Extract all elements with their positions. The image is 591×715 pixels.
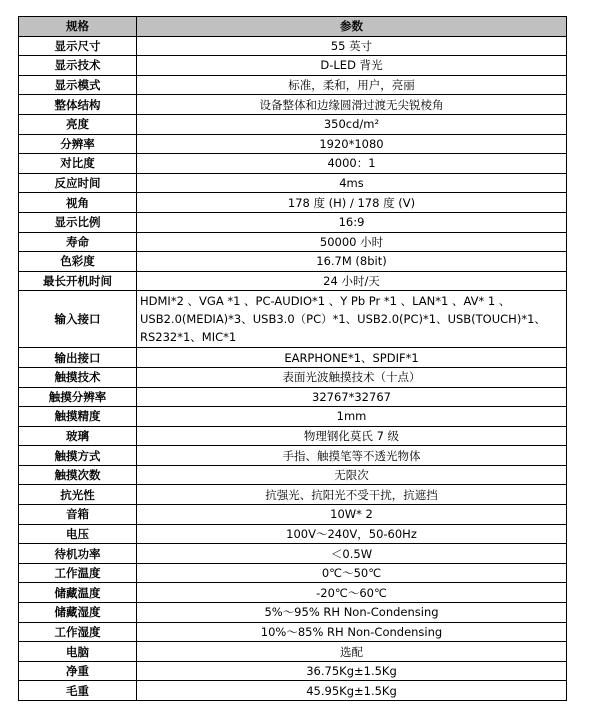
table-row [19, 212, 567, 232]
spec-value: 4000：1 [137, 154, 567, 174]
spec-value: 标准，柔和，用户，亮丽 [137, 75, 567, 95]
table-row [19, 252, 567, 272]
spec-label: 最长开机时间 [19, 271, 137, 291]
spec-label: 电脑 [19, 642, 137, 662]
spec-label: 亮度 [19, 114, 137, 134]
spec-label: 储藏湿度 [19, 603, 137, 623]
spec-label: 待机功率 [19, 544, 137, 564]
spec-value: 1920*1080 [137, 134, 567, 154]
spec-label: 工作湿度 [19, 622, 137, 642]
spec-label: 色彩度 [19, 252, 137, 272]
spec-label: 输入接口 [19, 291, 137, 348]
table-row [19, 75, 567, 95]
table-row [19, 485, 567, 505]
spec-value: 350cd/m² [137, 114, 567, 134]
spec-label: 音箱 [19, 505, 137, 525]
spec-label: 输出接口 [19, 348, 137, 368]
spec-value: 物理钢化莫氏 7 级 [137, 426, 567, 446]
spec-value: HDMI*2 、VGA *1 、PC-AUDIO*1 、Y Pb Pr *1 、LAN*1 、AV* 1 、USB2.0(MEDIA)*3、USB3.0（PC）*1、USB2.0(PC)*1、USB(TOUCH)*1、RS232*1、MIC*1 [137, 291, 567, 348]
spec-label: 触摸技术 [19, 367, 137, 387]
table-row [19, 36, 567, 56]
table-row [19, 95, 567, 115]
spec-label: 寿命 [19, 232, 137, 252]
spec-label: 显示技术 [19, 56, 137, 76]
spec-value: D-LED 背光 [137, 56, 567, 76]
spec-value: 50000 小时 [137, 232, 567, 252]
table-row [19, 563, 567, 583]
spec-table [18, 16, 567, 701]
spec-value: 抗强光、抗阳光不受干扰，抗遮挡 [137, 485, 567, 505]
spec-value: 5%～95% RH Non-Condensing [137, 603, 567, 623]
spec-label: 触摸次数 [19, 465, 137, 485]
header-param: 参数 [137, 17, 567, 37]
table-row [19, 291, 567, 348]
table-row [19, 407, 567, 427]
spec-value: 表面光波触摸技术（十点） [137, 367, 567, 387]
table-row [19, 367, 567, 387]
table-row [19, 642, 567, 662]
spec-label: 触摸分辨率 [19, 387, 137, 407]
spec-value: 4ms [137, 173, 567, 193]
spec-label: 反应时间 [19, 173, 137, 193]
table-row [19, 134, 567, 154]
table-row [19, 446, 567, 466]
spec-label: 触摸方式 [19, 446, 137, 466]
table-row [19, 193, 567, 213]
spec-value: 16:9 [137, 212, 567, 232]
spec-label: 分辨率 [19, 134, 137, 154]
table-row [19, 661, 567, 681]
spec-label: 对比度 [19, 154, 137, 174]
spec-label: 净重 [19, 661, 137, 681]
spec-label: 显示尺寸 [19, 36, 137, 56]
table-row [19, 681, 567, 701]
table-row [19, 114, 567, 134]
spec-value: 10%～85% RH Non-Condensing [137, 622, 567, 642]
table-row [19, 154, 567, 174]
table-row [19, 622, 567, 642]
spec-value: -20℃～60℃ [137, 583, 567, 603]
header-spec: 规格 [19, 17, 137, 37]
spec-label: 工作温度 [19, 563, 137, 583]
table-header-row [19, 17, 567, 37]
spec-label: 触摸精度 [19, 407, 137, 427]
spec-value: 32767*32767 [137, 387, 567, 407]
spec-label: 显示模式 [19, 75, 137, 95]
table-row [19, 524, 567, 544]
table-row [19, 465, 567, 485]
spec-value: 无限次 [137, 465, 567, 485]
spec-value: 16.7M (8bit) [137, 252, 567, 272]
table-row [19, 173, 567, 193]
table-row [19, 387, 567, 407]
table-row [19, 56, 567, 76]
spec-value: 10W* 2 [137, 505, 567, 525]
spec-label: 毛重 [19, 681, 137, 701]
spec-value: EARPHONE*1、SPDIF*1 [137, 348, 567, 368]
spec-value: 178 度 (H) / 178 度 (V) [137, 193, 567, 213]
spec-label: 显示比例 [19, 212, 137, 232]
table-row [19, 271, 567, 291]
table-row [19, 426, 567, 446]
spec-value: 0℃～50℃ [137, 563, 567, 583]
spec-value: 55 英寸 [137, 36, 567, 56]
table-row [19, 348, 567, 368]
spec-label: 玻璃 [19, 426, 137, 446]
table-body [19, 36, 567, 700]
spec-value: 24 小时/天 [137, 271, 567, 291]
table-row [19, 505, 567, 525]
table-row [19, 232, 567, 252]
table-row [19, 583, 567, 603]
table-row [19, 603, 567, 623]
spec-value: 设备整体和边缘圆滑过渡无尖锐棱角 [137, 95, 567, 115]
table-row [19, 544, 567, 564]
spec-label: 储藏温度 [19, 583, 137, 603]
spec-value: 45.95Kg±1.5Kg [137, 681, 567, 701]
spec-value: 1mm [137, 407, 567, 427]
spec-value: 36.75Kg±1.5Kg [137, 661, 567, 681]
spec-label: 电压 [19, 524, 137, 544]
spec-value: ＜0.5W [137, 544, 567, 564]
spec-value: 100V～240V，50-60Hz [137, 524, 567, 544]
spec-label: 视角 [19, 193, 137, 213]
spec-label: 抗光性 [19, 485, 137, 505]
spec-label: 整体结构 [19, 95, 137, 115]
spec-value: 手指、触摸笔等不透光物体 [137, 446, 567, 466]
spec-value: 选配 [137, 642, 567, 662]
